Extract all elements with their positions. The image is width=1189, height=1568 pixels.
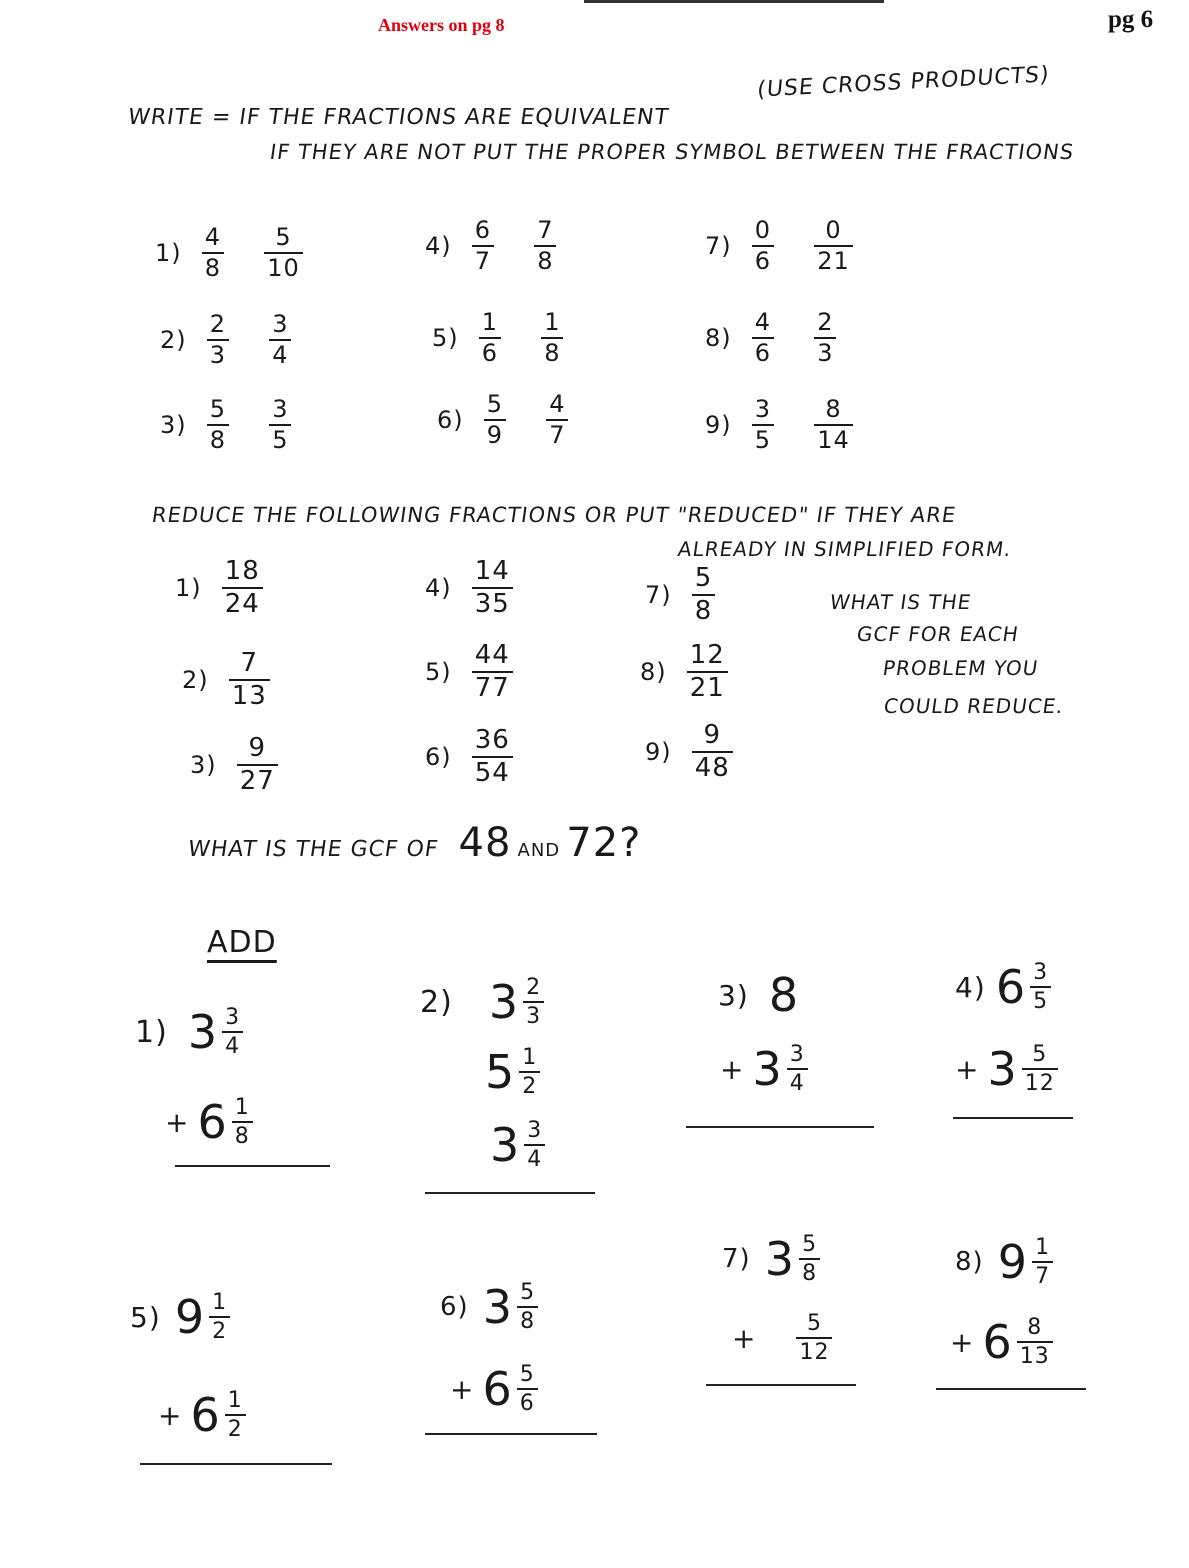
reduce-problem-5 <box>425 642 513 703</box>
add-problem-7-line-2: + $\frac{5}{12}$ <box>732 1312 832 1364</box>
fraction: $\frac{5}{6}$ <box>517 1363 538 1415</box>
compare-problem-4 <box>425 218 556 274</box>
fraction: $\frac{14}{35}$ <box>472 558 513 619</box>
cross-products-note: (USE CROSS PRODUCTS) <box>756 62 1051 103</box>
fraction: $\frac{8}{13}$ <box>1017 1316 1053 1368</box>
fraction-left: $\frac{6}{7}$ <box>472 218 494 274</box>
fraction-left: $\frac{2}{3}$ <box>207 312 229 368</box>
problem-label: 4) <box>425 232 452 261</box>
sum-line <box>425 1192 595 1194</box>
fraction-left: $\frac{5}{9}$ <box>484 392 506 448</box>
fraction-left: $\frac{4}{8}$ <box>202 225 224 281</box>
fraction: $\frac{12}{21}$ <box>687 642 728 703</box>
fraction: $\frac{1}{2}$ <box>209 1291 230 1343</box>
add-problem-6-line-1: 6) 3 $\frac{5}{8}$ <box>440 1280 538 1334</box>
section1-instruction-1: WRITE = IF THE FRACTIONS ARE EQUIVALENT <box>126 105 671 130</box>
add-problem-5-line-1: 5) 9 $\frac{1}{2}$ <box>130 1290 230 1344</box>
fraction: $\frac{5}{8}$ <box>692 565 716 626</box>
fraction: $\frac{18}{24}$ <box>222 558 263 619</box>
fraction-right: $\frac{2}{3}$ <box>814 310 836 366</box>
fraction-left: $\frac{0}{6}$ <box>752 218 774 274</box>
fraction: $\frac{1}{7}$ <box>1032 1236 1053 1288</box>
reduce-problem-3 <box>190 735 278 796</box>
compare-problem-6 <box>437 392 568 448</box>
problem-label: 3) <box>190 751 217 780</box>
add-problem-1-line-2: + 6 $\frac{1}{8}$ <box>165 1095 253 1149</box>
gcf-question <box>188 820 641 866</box>
add-problem-1-line-1: 1) 3 $\frac{3}{4}$ <box>135 1005 243 1059</box>
fraction-right: $\frac{3}{5}$ <box>269 397 291 453</box>
compare-problem-2 <box>160 312 291 368</box>
add-problem-4-line-1: 4) 6 $\frac{3}{5}$ <box>955 960 1051 1014</box>
fraction: $\frac{1}{2}$ <box>225 1389 246 1441</box>
sum-line <box>936 1388 1086 1390</box>
add-problem-3-line-1: 3) 8 <box>718 968 800 1022</box>
sum-line <box>425 1433 597 1435</box>
sum-line <box>175 1165 330 1167</box>
problem-label: 5) <box>432 324 459 353</box>
fraction: $\frac{3}{4}$ <box>787 1043 808 1095</box>
problem-label: 3) <box>160 411 187 440</box>
fraction: $\frac{44}{77}$ <box>472 642 513 703</box>
gcf-note-line-1: WHAT IS THE <box>828 590 974 614</box>
sum-line <box>140 1463 332 1465</box>
add-problem-5-line-2: + 6 $\frac{1}{2}$ <box>158 1388 246 1442</box>
add-problem-8-line-1: 8) 9 $\frac{1}{7}$ <box>955 1235 1053 1289</box>
add-problem-7-line-1: 7) 3 $\frac{5}{8}$ <box>722 1232 820 1286</box>
add-problem-4-line-2: + 3 $\frac{5}{12}$ <box>955 1042 1058 1096</box>
gcf-note-line-4: COULD REDUCE. <box>882 694 1066 718</box>
fraction: $\frac{1}{2}$ <box>519 1046 540 1098</box>
section2-instruction-2: ALREADY IN SIMPLIFIED FORM. <box>676 537 1014 561</box>
problem-label: 7) <box>645 581 672 610</box>
fraction-left: $\frac{5}{8}$ <box>207 397 229 453</box>
problem-label: 6) <box>437 406 464 435</box>
compare-problem-7 <box>705 218 853 274</box>
fraction: $\frac{5}{12}$ <box>796 1312 832 1364</box>
gcf-note-line-2: GCF FOR EACH <box>855 622 1021 646</box>
add-problem-3-line-2: + 3 $\frac{3}{4}$ <box>720 1042 808 1096</box>
page-number: pg 6 <box>1108 6 1154 33</box>
problem-label: 1) <box>155 239 182 268</box>
fraction-left: $\frac{4}{6}$ <box>752 310 774 366</box>
problem-label: 7) <box>705 232 732 261</box>
fraction: $\frac{5}{8}$ <box>799 1233 820 1285</box>
fraction: $\frac{9}{27}$ <box>237 735 278 796</box>
fraction: $\frac{1}{8}$ <box>232 1096 253 1148</box>
sum-line <box>706 1384 856 1386</box>
fraction: $\frac{36}{54}$ <box>472 727 513 788</box>
fraction: $\frac{3}{5}$ <box>1030 961 1051 1013</box>
reduce-problem-7 <box>645 565 715 626</box>
reduce-problem-2 <box>182 650 270 711</box>
fraction-right: $\frac{8}{14}$ <box>814 397 853 453</box>
fraction: $\frac{9}{48}$ <box>692 722 733 783</box>
gcf-number-b: 72? <box>566 820 642 866</box>
reduce-problem-1 <box>175 558 263 619</box>
add-problem-2-line-3: 3 $\frac{3}{4}$ <box>490 1118 545 1172</box>
problem-label: 2) <box>160 326 187 355</box>
compare-problem-9 <box>705 397 853 453</box>
problem-label: 4) <box>425 574 452 603</box>
gcf-number-a: 48 <box>458 820 512 866</box>
reduce-problem-4 <box>425 558 513 619</box>
gcf-and: AND <box>517 840 561 861</box>
reduce-problem-9 <box>645 722 733 783</box>
sum-line <box>686 1126 874 1128</box>
compare-problem-1 <box>155 225 303 281</box>
add-problem-2-line-2: 5 $\frac{1}{2}$ <box>485 1045 540 1099</box>
add-problem-2-line-1: 2) 3 $\frac{2}{3}$ <box>420 975 544 1029</box>
fraction: $\frac{7}{13}$ <box>229 650 270 711</box>
sum-line <box>953 1117 1073 1119</box>
problem-label: 9) <box>645 738 672 767</box>
fraction-left: $\frac{3}{5}$ <box>752 397 774 453</box>
gcf-question-prefix: WHAT IS THE GCF OF <box>186 837 441 862</box>
fraction-right: $\frac{7}{8}$ <box>534 218 556 274</box>
add-title: ADD <box>207 925 277 960</box>
problem-label: 8) <box>705 324 732 353</box>
fraction: $\frac{2}{3}$ <box>523 976 544 1028</box>
fraction-right: $\frac{1}{8}$ <box>541 310 563 366</box>
problem-label: 6) <box>425 743 452 772</box>
answers-note: Answers on pg 8 <box>378 15 505 35</box>
problem-label: 8) <box>640 658 667 687</box>
fraction: $\frac{5}{12}$ <box>1022 1043 1058 1095</box>
gcf-note-line-3: PROBLEM YOU <box>881 656 1041 680</box>
add-problem-6-line-2: + 6 $\frac{5}{6}$ <box>450 1362 538 1416</box>
section2-instruction-1: REDUCE THE FOLLOWING FRACTIONS OR PUT "REDUCED" IF THEY ARE <box>150 503 958 527</box>
fraction-right: $\frac{5}{10}$ <box>264 225 303 281</box>
problem-label: 9) <box>705 411 732 440</box>
problem-label: 5) <box>425 658 452 687</box>
compare-problem-8 <box>705 310 836 366</box>
section1-instruction-2: IF THEY ARE NOT PUT THE PROPER SYMBOL BETWEEN THE FRACTIONS <box>268 140 1076 164</box>
compare-problem-5 <box>432 310 563 366</box>
reduce-problem-8 <box>640 642 728 703</box>
problem-label: 1) <box>175 574 202 603</box>
fraction-right: $\frac{3}{4}$ <box>269 312 291 368</box>
compare-problem-3 <box>160 397 291 453</box>
fraction-right: $\frac{4}{7}$ <box>546 392 568 448</box>
fraction: $\frac{3}{4}$ <box>222 1006 243 1058</box>
scan-edge-line <box>584 0 884 3</box>
fraction: $\frac{3}{4}$ <box>524 1119 545 1171</box>
fraction-left: $\frac{1}{6}$ <box>479 310 501 366</box>
fraction: $\frac{5}{8}$ <box>517 1281 538 1333</box>
fraction-right: $\frac{0}{21}$ <box>814 218 853 274</box>
reduce-problem-6 <box>425 727 513 788</box>
problem-label: 2) <box>182 666 209 695</box>
add-problem-8-line-2: + 6 $\frac{8}{13}$ <box>950 1315 1053 1369</box>
